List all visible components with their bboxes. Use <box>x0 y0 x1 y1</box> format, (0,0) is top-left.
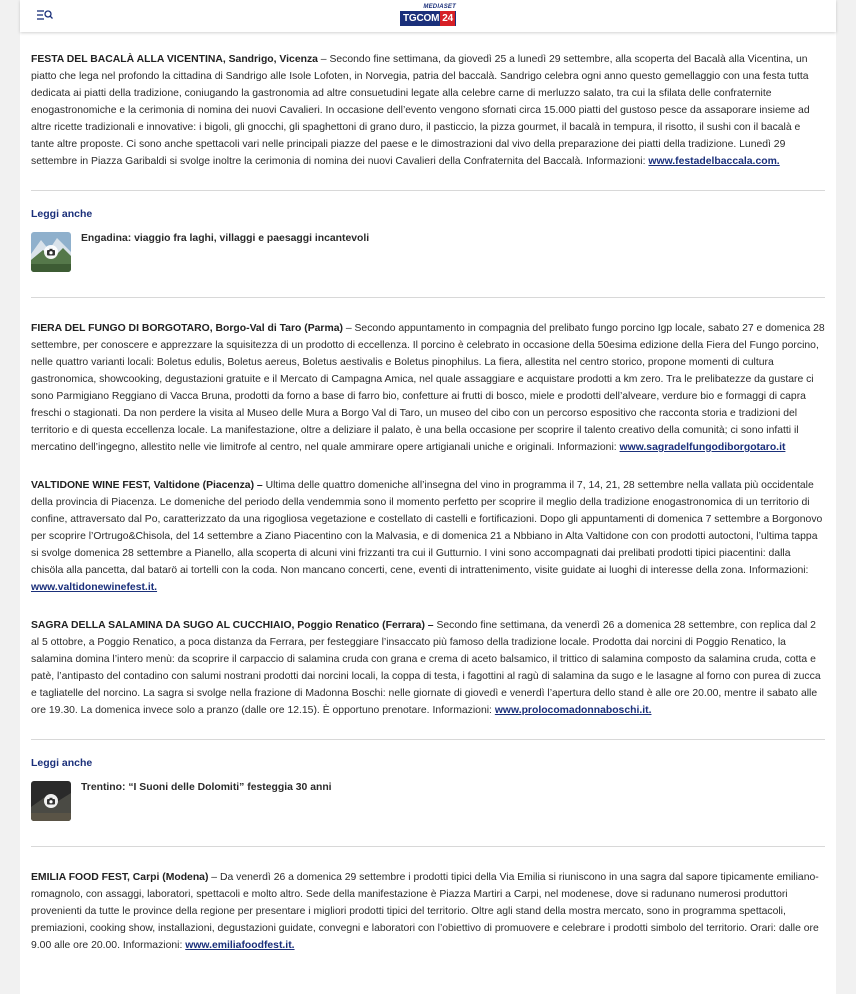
paragraph-title: SAGRA DELLA SALAMINA DA SUGO AL CUCCHIAIO, Poggio Renatico (Ferrara) – <box>31 620 434 631</box>
logo-main-text: TGCOM <box>403 13 440 24</box>
menu-search-icon[interactable] <box>36 8 54 22</box>
paragraph-body: Ultima delle quattro domeniche all’insegna del vino in programma il 7, 14, 21, 28 settembre nella vallata più occidentale della provincia di Piacenza. Le domeniche del periodo della vendemmia sono il momento perfetto per scoprire il meglio della tradizione enogastronomica di un territorio di confine, attraversato dal Po, caratterizzato da una rigogliosa vegetazione e costellato di castelli e fortificazioni. Dopo gli appuntamenti di domenica 7 settembre a Borgonovo per scoprire l’Ortrugo&Chisola, del 14 settembre a Ziano Piacentino con la Malvasia, e di domenica 21 a Nbbiano in Alta Valtidone con con prodotti autoctoni, l’ultima tappa si svolge domenica 28 settembre a Pianello, alla scoperta di alcuni vini frizzanti tra cui il Gutturnio. I vini sono accompagnati dai prelibati prodotti tipici piacentini: dalla chisöla alla pancetta, dal batarö ai tortelli con la coda. Non mancano concerti, cene, eventi di intrattenimento, visite guidate ai luoghi di interesse della zona. Informazioni: <box>31 480 823 576</box>
paragraph-title: VALTIDONE WINE FEST, Valtidone (Piacenza) – <box>31 480 263 491</box>
paragraph-body: – Secondo fine settimana, da giovedì 25 a lunedì 29 settembre, alla scoperta del Bacalà alla Vicentina, un piatto che lega nel profondo la cittadina di Sandrigo alle Isole Lofoten, in Norvegia, patria del baccalà. Sandrigo celebra ogni anno questo gemellaggio con una festa tutta dedicata ai piatti della tradizione, coniugando la gastronomia ad altre consuetudini legate alla celebre carne di merluzzo salato, tra cui la sfilata delle confraternite enogastronomiche e la cerimonia di nomina dei nuovi Cavalieri. In occasione dell’evento vengono sfornati circa 15.000 piatti del gustoso pesce da assaporare insieme ad altre ricette tradizionali e innovative: i bigoli, gli gnocchi, gli spaghettoni di grano duro, il pasticcio, la pizza gourmet, il bacalà in tempura, il risotto, il sushi con il bacalà e tante altre proposte. Ci sono anche spettacoli vari nelle principali piazze del paese e le dimostrazioni dal vivo della preparazione dei piatti della tradizione. Lunedì 29 settembre in Piazza Garibaldi si svolge inoltre la cerimonia di nomina dei nuovi Cavalieri della Confraternita del Baccalà. Informazioni: <box>31 54 810 167</box>
paragraph-body: – Secondo appuntamento in compagnia del prelibato fungo porcino Igp locale, sabato 27 e domenica 28 settembre, per conoscere e apprezzare la squisitezza di un prodotto di eccellenza. Il porcino è celebrato in occasione della 50esima edizione della Fiera del Fungo porcino, nelle quattro varianti locali: Boletus edulis, Boletus aereus, Boletus aestivalis e Boletus pinophilus. La fiera, allestita nel centro storico, propone momenti di cultura gastronomica, showcooking, degustazioni gratuite e il Mercato di Campagna Amica, nel quale assaggiare e acquistare prodotti a km zero. Tra le prelibatezze da gustare ci sono Parmigiano Reggiano di Vacca Bruna, prodotti da forno a base di farro bio, confetture ai frutti di bosco, miele e prodotti dell’alveare, verdure bio e formaggi di capra freschi o stagionati. Da non perdere la visita al Museo delle Mura a Borgo Val di Taro, un museo del cibo con un percorso espositivo che racconta storia e tradizioni del territorio e di questa eccellenza locale. La manifestazione, oltre a deliziare il palato, è una bella occasione per scoprire il talento creativo della comunità; ci sono infatti il mercatino dell’ingegno, allestito nelle vie limitrofe al centro, nel quale ammirare opere artigianali uniche e originali. Informazioni: <box>31 323 825 453</box>
link-festadelbaccala[interactable]: www.festadelbaccala.com. <box>648 156 780 167</box>
camera-icon <box>44 245 58 259</box>
leggi-anche-box <box>31 755 825 823</box>
related-title[interactable]: Engadina: viaggio fra laghi, villaggi e paesaggi incantevoli <box>81 233 370 244</box>
paragraph-bacala <box>31 51 825 170</box>
paragraph-body: – Da venerdì 26 a domenica 29 settembre i prodotti tipici della Via Emilia si riuniscono in una sagra dal sapore tipicamente emiliano-romagnolo, con assaggi, laboratori, spettacoli e molto altro. Sede della manifestazione è Piazza Martiri a Carpi, nel modenese, dove si radunano numerosi produttori provenienti da tutte le province della regione per presentare i migliori prodotti tipici del territorio. Oltre agli stand della mostra mercato, sono in programma spettacoli, premiazioni, cooking show, installazioni, degustazioni guidate, convegni e laboratori con l’obiettivo di promuovere e celebrare i prodotti simbolo del territorio. Orari: dalle ore 9.00 alle ore 20.00. Informazioni: <box>31 872 819 951</box>
paragraph-valtidone <box>31 477 825 596</box>
leggi-anche-box <box>31 206 825 274</box>
link-valtidonewinefest[interactable]: www.valtidonewinefest.it. <box>31 582 158 593</box>
camera-icon <box>44 794 58 808</box>
related-article-engadina[interactable] <box>31 232 825 274</box>
paragraph-body: Secondo fine settimana, da venerdì 26 a domenica 28 settembre, con replica dal 2 al 5 ottobre, a Poggio Renatico, a poca distanza da Ferrara, per festeggiare l’insaccato più famoso della tradizione locale. Prodotta dai norcini di Poggio Renatico, la salamina domina l’intero menù: da scoprire il carpaccio di salamina cruda con grana e crema di aceto balsamico, il trittico di salamina composto da salamina cruda, cotta e patè, l’antipasto del contadino con salumi nostrani prodotti dai norcini locali, la coppa di testa, i fagottini al ragù di salamina da sugo e le lasagne al forno con purea di zucca e tagliatelle del norcino. La sagra si svolge nella frazione di Madonna Boschi: nelle giornate di giovedì e venerdì l’apertura dello stand è alle ore 20.00, mentre il sabato alle ore 19.30. La domenica invece solo a pranzo (dalle ore 12.15). È opportuno prenotare. Informazioni: <box>31 620 821 716</box>
related-article-trentino[interactable] <box>31 781 825 823</box>
logo-box <box>400 11 456 26</box>
link-prolocomadonnaboschi[interactable]: www.prolocomadonnaboschi.it. <box>494 705 652 716</box>
link-emiliafoodfest[interactable]: www.emiliafoodfest.it. <box>185 940 295 951</box>
paragraph-fungo <box>31 320 825 456</box>
link-sagradelfungo[interactable]: www.sagradelfungodiborgotaro.it <box>619 442 786 453</box>
paragraph-emilia <box>31 869 825 954</box>
article-content <box>31 51 825 954</box>
logo-number: 24 <box>442 13 453 24</box>
paragraph-title: EMILIA FOOD FEST, Carpi (Modena) <box>31 872 209 883</box>
thumbnail-trentino <box>31 781 71 821</box>
top-header <box>20 0 836 32</box>
tgcom24-logo[interactable] <box>400 4 456 26</box>
paragraph-title: FIERA DEL FUNGO DI BORGOTARO, Borgo-Val di Taro (Parma) <box>31 323 343 334</box>
thumbnail-engadina <box>31 232 71 272</box>
related-title[interactable]: Trentino: “I Suoni delle Dolomiti” festeggia 30 anni <box>81 782 332 793</box>
paragraph-salamina <box>31 617 825 719</box>
leggi-anche-label: Leggi anche <box>31 757 93 769</box>
logo-mediaset-text: MEDIASET <box>423 4 456 10</box>
paragraph-title: FESTA DEL BACALÀ ALLA VICENTINA, Sandrigo, Vicenza <box>31 54 318 65</box>
leggi-anche-label: Leggi anche <box>31 208 93 220</box>
